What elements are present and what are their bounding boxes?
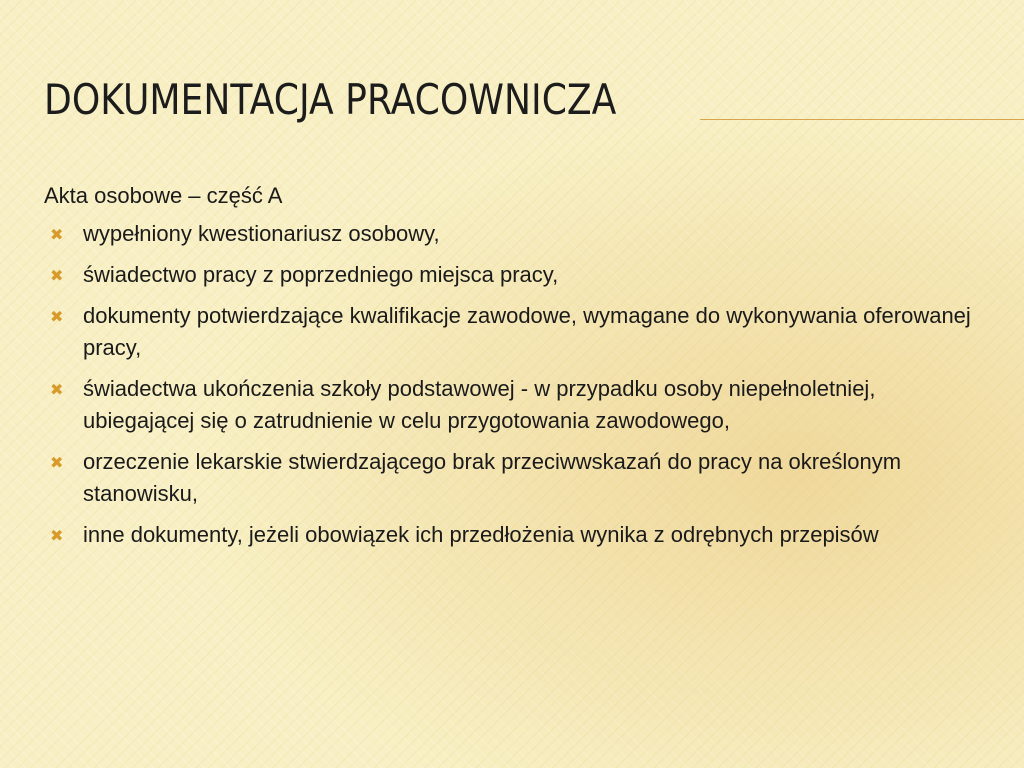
subheading: Akta osobowe – część A (44, 183, 283, 208)
list-item-text: orzeczenie lekarskie stwierdzającego brak przeciwwskazań do pracy na określonym stanowisku, (83, 449, 902, 506)
title-divider (700, 119, 1024, 120)
list-item-text: inne dokumenty, jeżeli obowiązek ich przedłożenia wynika z odrębnych przepisów (83, 522, 879, 547)
list-item (44, 446, 974, 510)
x-mark-icon: ✖ (50, 380, 64, 399)
x-mark-icon: ✖ (50, 526, 64, 545)
list-item (44, 519, 974, 551)
list-item-text: świadectwo pracy z poprzedniego miejsca pracy, (83, 262, 559, 287)
x-mark-icon: ✖ (50, 453, 64, 472)
list-item (44, 218, 974, 250)
bullet-list (44, 218, 974, 551)
list-item-text: świadectwa ukończenia szkoły podstawowej - w przypadku osoby niepełnoletniej, ubiegającej się o zatrudnienie w celu przygotowania zawodowego, (83, 376, 876, 433)
x-mark-icon: ✖ (50, 225, 64, 244)
x-mark-icon: ✖ (50, 307, 64, 326)
slide-title: DOKUMENTACJA PRACOWNICZA (44, 75, 617, 124)
list-item-text: wypełniony kwestionariusz osobowy, (83, 221, 440, 246)
x-mark-icon: ✖ (50, 266, 64, 285)
slide-content (44, 180, 974, 560)
list-item (44, 259, 974, 291)
list-item (44, 373, 974, 437)
list-item (44, 300, 974, 364)
list-item-text: dokumenty potwierdzające kwalifikacje zawodowe, wymagane do wykonywania oferowanej pracy, (83, 303, 971, 360)
